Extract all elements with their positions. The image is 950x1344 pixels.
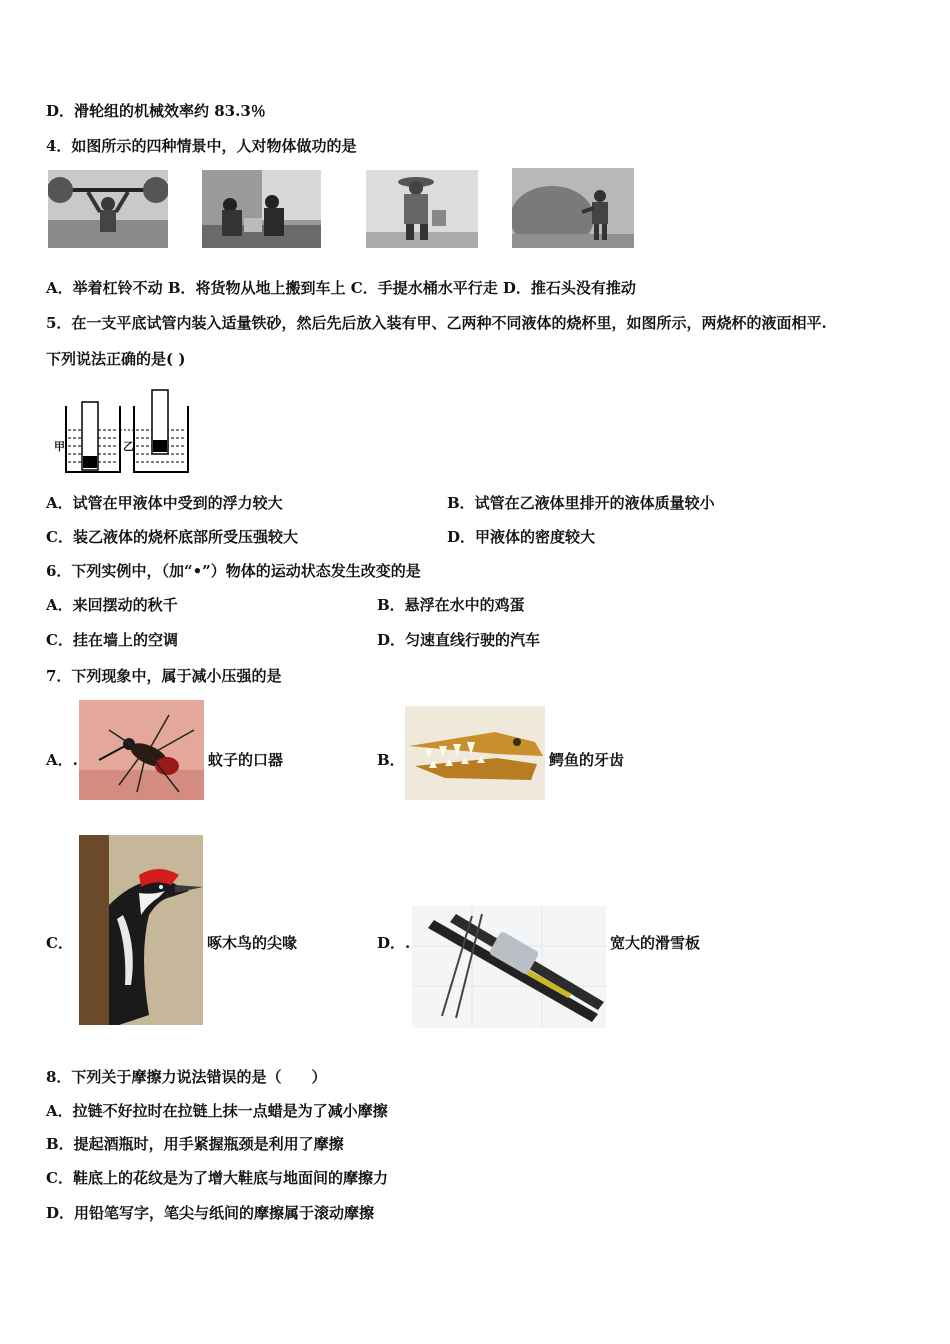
q4-image-barbell	[48, 170, 168, 248]
q6-option-d: D．匀速直线行驶的汽车	[377, 631, 541, 649]
q4-image-stone	[512, 168, 634, 248]
q7-image-mosquito	[79, 700, 204, 800]
q7-option-c-text: 啄木鸟的尖喙	[207, 934, 298, 952]
q8-option-c: C．鞋底上的花纹是为了增大鞋底与地面间的摩擦力	[46, 1169, 388, 1187]
q8-option-a: A．拉链不好拉时在拉链上抹一点蜡是为了减小摩擦	[46, 1102, 388, 1120]
q7-option-b-text: 鳄鱼的牙齿	[549, 751, 625, 769]
q7-image-woodpecker	[79, 835, 203, 1025]
q5-option-a: A．试管在甲液体中受到的浮力较大	[46, 494, 283, 512]
q8-option-b: B．提起酒瓶时，用手紧握瓶颈是利用了摩擦	[46, 1135, 344, 1153]
q5-label-jia: 甲	[54, 440, 65, 453]
q3-option-d: D．滑轮组的机械效率约 83.3％	[46, 102, 266, 120]
q6-option-a: A．来回摆动的秋千	[46, 596, 178, 614]
q7-image-snowboard	[412, 906, 606, 1028]
q5-option-b: B．试管在乙液体里排开的液体质量较小	[447, 494, 715, 512]
q7-option-b-letter: B．	[377, 751, 405, 769]
q6-stem: 6．下列实例中，（加“•”）物体的运动状态发生改变的是	[46, 562, 421, 580]
q7-option-a-letter: A．.	[46, 751, 78, 769]
q8-option-d: D．用铅笔写字，笔尖与纸间的摩擦属于滚动摩擦	[46, 1204, 375, 1222]
q8-stem: 8．下列关于摩擦力说法错误的是（ ）	[46, 1068, 327, 1086]
q5-option-d: D．甲液体的密度较大	[447, 528, 596, 546]
q5-label-yi: 乙	[123, 440, 134, 453]
q4-options: A．举着杠铃不动 B．将货物从地上搬到车上 C．手提水桶水平行走 D．推石头没有推动	[46, 279, 636, 297]
q6-option-c: C．挂在墙上的空调	[46, 631, 178, 649]
q5-option-c: C．装乙液体的烧杯底部所受压强较大	[46, 528, 298, 546]
q5-stem-line1: 5．在一支平底试管内装入适量铁砂，然后先后放入装有甲、乙两种不同液体的烧杯里，如图所示，两烧杯的液面相平.	[46, 314, 827, 332]
q7-option-d-text: 宽大的滑雪板	[610, 934, 701, 952]
q7-option-d-letter: D．.	[377, 934, 411, 952]
q4-image-bucket	[366, 170, 478, 248]
q5-stem-line2: 下列说法正确的是( )	[46, 350, 186, 368]
q6-option-b: B．悬浮在水中的鸡蛋	[377, 596, 525, 614]
q5-beaker-diagram	[54, 388, 194, 480]
q7-image-crocodile	[405, 706, 545, 800]
q4-image-cargo	[202, 170, 321, 248]
q7-option-c-letter: C．	[46, 934, 73, 952]
q7-stem: 7．下列现象中，属于减小压强的是	[46, 667, 282, 685]
q7-option-a-text: 蚊子的口器	[208, 751, 284, 769]
q4-stem: 4．如图所示的四种情景中，人对物体做功的是	[46, 137, 357, 155]
